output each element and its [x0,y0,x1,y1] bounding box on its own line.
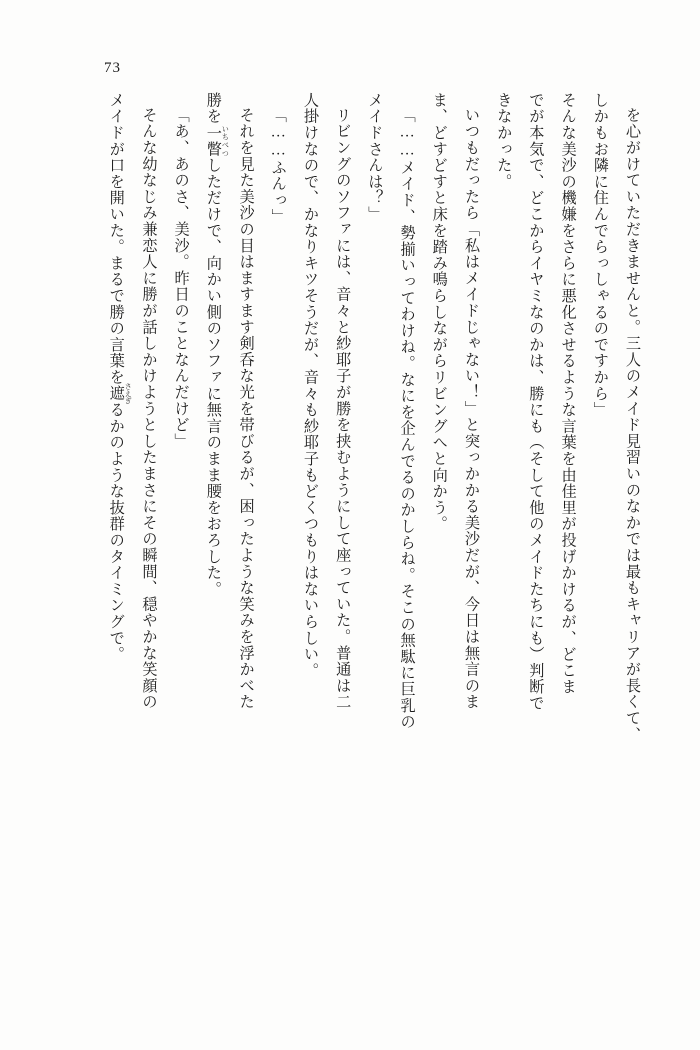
paragraph: 人掛けなので、かなりキツそうだが、音々も紗耶子もどくつもりはないらしい。 [301,92,319,679]
ruby-annotation: 一瞥 いちべつ [204,124,230,158]
paragraph: 「……ふんっ」 [269,107,287,225]
vertical-body-text [70,92,648,1010]
paragraph: それを見た美沙の目はますます剣呑な光を帯びるが、困ったような笑みを浮かべた [237,107,255,711]
paragraph: しかもお隣に住んでらっしゃるのですから」 [591,92,609,418]
paragraph-with-ruby: メイドが口を開いた。まるで勝の言葉を遮 さえぎるかのような抜群のタイミングで。 [107,92,133,663]
paragraph: そんな美沙の機嫌をさらに悪化させるような言葉を由佳里が投げかけるが、どこま [559,92,577,696]
paragraph-with-ruby: 勝を一瞥 いちべつしただけで、向かい側のソファに無言のまま腰をおろした。 [204,92,230,598]
ruby-annotation: 遮 さえぎ [107,382,133,405]
paragraph: リビングのソファには、音々と紗耶子が勝を挟むようにして座っていた。普通は二 [334,107,352,711]
paragraph: ま、どすどすと床を踏み鳴らしながらリビングへと向かう。 [430,92,448,533]
paragraph: きなかった。 [495,92,513,190]
page-number: 73 [104,60,121,76]
paragraph: そんな幼なじみ兼恋人に勝が話しかけようとしたまさにその瞬間、穏やかな笑顔の [140,107,158,711]
paragraph: 「あ、あのさ、美沙。昨日のことなんだけど」 [172,107,190,450]
paragraph: いつもだったら「私はメイドじゃない！」と突っかかる美沙だが、今日は無言のま [462,107,480,711]
paragraph: 「……メイド、勢揃いってわけね。なにを企んでるのかしらね。そこの無駄に巨乳の [398,107,416,731]
paragraph: メイドさんは？」 [366,92,384,223]
paragraph: を心がけていただきませんと。三人のメイド見習いのなかでは最もキャリアが長くて、 [624,107,641,743]
paragraph: でが本気で、どこからイヤミなのかは、勝にも（そして他のメイドたちにも）判断で [527,92,545,712]
